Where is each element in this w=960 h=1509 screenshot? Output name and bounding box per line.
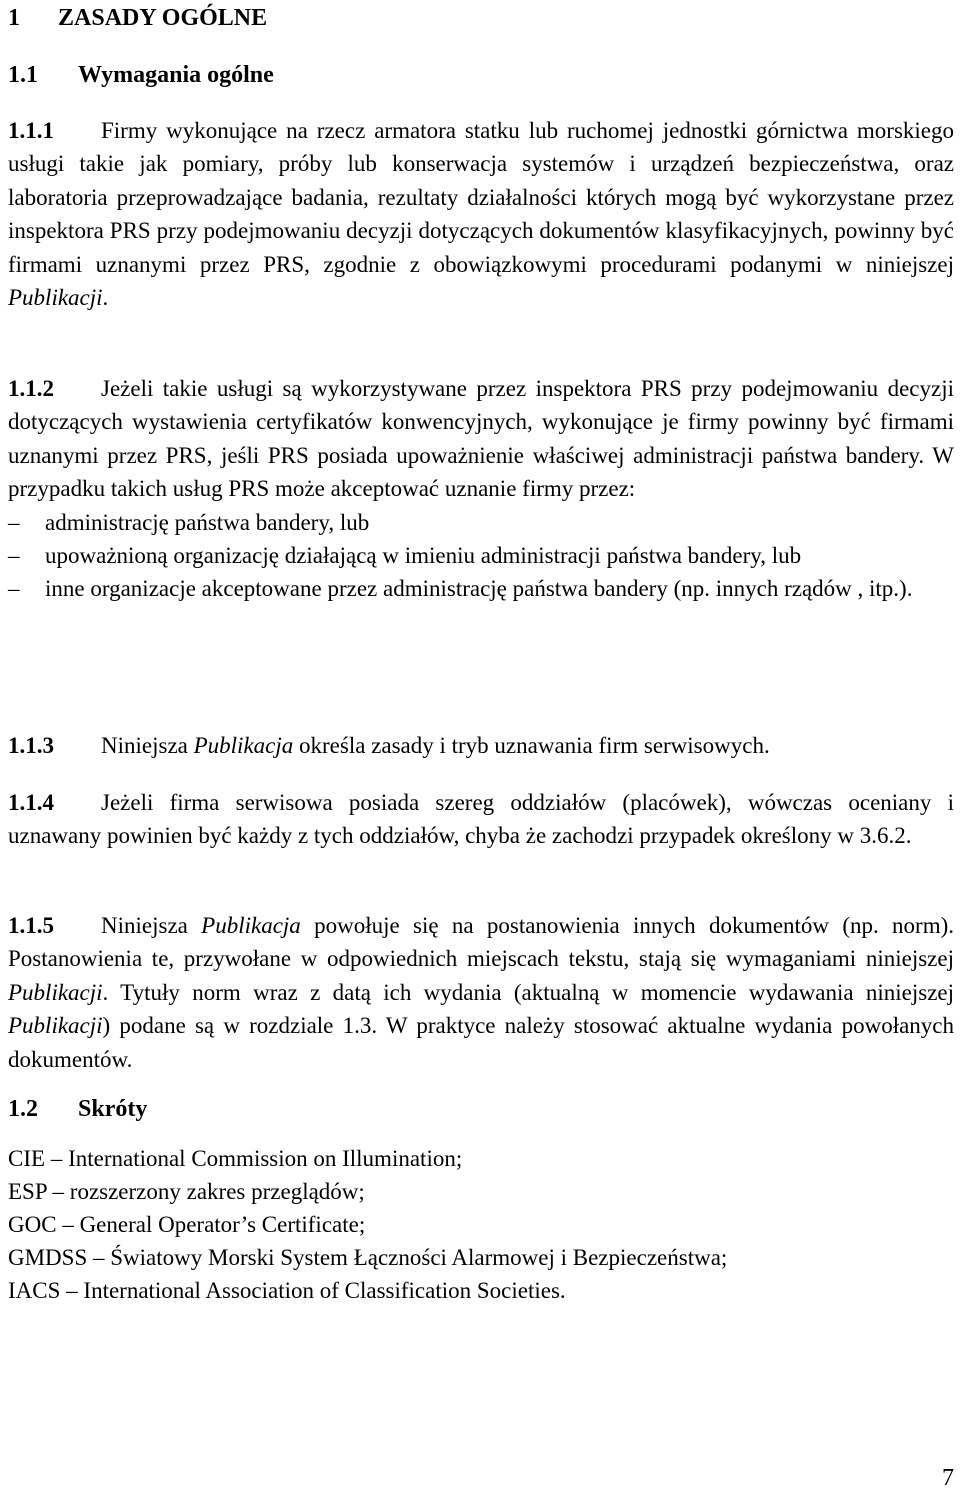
abbreviation: ESP bbox=[8, 1179, 47, 1204]
abbreviation-separator: – bbox=[50, 1146, 63, 1171]
section-heading-1-2 bbox=[8, 1093, 147, 1126]
paragraph-body bbox=[8, 372, 954, 506]
abbreviation: GMDSS bbox=[8, 1245, 88, 1270]
section-number: 1.2 bbox=[8, 1096, 38, 1122]
section-heading-1-1 bbox=[8, 59, 274, 92]
abbreviation-separator: – bbox=[93, 1245, 105, 1270]
dash-list bbox=[8, 506, 954, 606]
section-title: Skróty bbox=[78, 1096, 148, 1122]
abbreviation-description: rozszerzony zakres przeglądów; bbox=[69, 1179, 365, 1204]
list-item: – upoważnioną organizację działającą w imieniu administracji państwa bandery, lub bbox=[8, 539, 954, 572]
list-item: – inne organizacje akceptowane przez administrację państwa bandery (np. innych rządów , itp.). bbox=[8, 572, 954, 605]
list-item: – administrację państwa bandery, lub bbox=[8, 506, 954, 539]
italic-term: Publikacji bbox=[8, 979, 103, 1005]
paragraph-number: 1.1.2 bbox=[8, 376, 54, 401]
paragraph-1-1-1 bbox=[8, 114, 954, 314]
italic-term: Publikacji bbox=[8, 1013, 103, 1039]
paragraph-text: . Tytuły norm wraz z datą ich wydania (aktualną w momencie wydawania niniejszej bbox=[102, 979, 954, 1005]
paragraph-text: Firmy wykonujące na rzecz armatora statku lub ruchomej jednostki górnictwa morskiego usługi takie jak pomiary, próby lub konserwacja systemów i urządzeń bezpieczeństwa, oraz laboratoria przeprowadzające badania, rezultaty działalności których mogą być wykorzystane przez inspektora PRS przy podejmowaniu decyzji dotyczących dokumentów klasyfikacyjnych, powinny być firmami uznanymi przez PRS, zgodnie z obowiązkowymi procedurami podanymi w niniejszej bbox=[8, 118, 954, 277]
paragraph-number: 1.1.4 bbox=[8, 790, 54, 815]
italic-term: Publikacji bbox=[8, 285, 103, 311]
abbreviation: CIE bbox=[8, 1146, 46, 1171]
abbreviation-separator: – bbox=[66, 1278, 78, 1303]
abbreviation-entry bbox=[8, 1175, 365, 1208]
paragraph-text: Jeżeli firma serwisowa posiada szereg oddziałów (placówek), wówczas oceniany i uznawany powinien być każdy z tych oddziałów, chyba że zachodzi przypadek określony w 3.6.2. bbox=[8, 790, 954, 849]
paragraph-1-1-5 bbox=[8, 909, 954, 1076]
paragraph-text-end: określa zasady i tryb uznawania firm serwisowych. bbox=[299, 733, 770, 758]
chapter-title: ZASADY OGÓLNE bbox=[58, 5, 268, 31]
chapter-number: 1 bbox=[8, 5, 20, 31]
paragraph-text: Niniejsza bbox=[101, 733, 188, 758]
abbreviation: GOC bbox=[8, 1212, 57, 1237]
abbreviation-description: International Association of Classification Societies. bbox=[83, 1278, 566, 1303]
abbreviation-description: General Operator’s Certificate; bbox=[79, 1212, 366, 1237]
italic-term: Publikacja bbox=[193, 733, 294, 758]
page-number: 7 bbox=[942, 1465, 954, 1491]
abbreviation-entry bbox=[8, 1142, 462, 1175]
abbreviation-entry bbox=[8, 1274, 566, 1307]
abbreviation-entry bbox=[8, 1241, 727, 1274]
section-number: 1.1 bbox=[8, 62, 38, 88]
paragraph-number: 1.1.1 bbox=[8, 118, 54, 143]
paragraph-text: Niniejsza bbox=[101, 913, 188, 938]
paragraph-text: Jeżeli takie usługi są wykorzystywane przez inspektora PRS przy podejmowaniu decyzji dotyczących wystawienia certyfikatów konwencyjnych, wykonujące je firmy powinny być firmami uznanymi przez PRS, jeśli PRS posiada upoważnienie właściwej administracji państwa bandery. W przypadku takich usług PRS może akceptować uznanie firmy przez: bbox=[8, 376, 954, 502]
paragraph-number: 1.1.3 bbox=[8, 733, 54, 758]
abbreviation: IACS bbox=[8, 1278, 61, 1303]
paragraph-1-1-4 bbox=[8, 786, 954, 853]
paragraph-end: . bbox=[102, 285, 109, 311]
paragraph-text: ) podane są w rozdziale 1.3. W praktyce należy stosować aktualne wydania powołanych dokumentów. bbox=[8, 1013, 954, 1072]
paragraph-1-1-3 bbox=[8, 729, 954, 762]
abbreviation-description: Światowy Morski System Łączności Alarmowej i Bezpieczeństwa; bbox=[110, 1245, 728, 1270]
paragraph-1-1-2 bbox=[8, 372, 954, 606]
chapter-heading bbox=[8, 2, 267, 35]
section-title: Wymagania ogólne bbox=[78, 62, 274, 88]
abbreviation-description: International Commission on Illumination; bbox=[68, 1146, 463, 1171]
abbreviation-separator: – bbox=[52, 1179, 65, 1204]
abbreviation-separator: – bbox=[62, 1212, 74, 1237]
italic-term: Publikacja bbox=[201, 913, 301, 938]
paragraph-number: 1.1.5 bbox=[8, 913, 54, 938]
paragraph-text: powołuje się na postanowienia innych dokumentów (np. norm). Postanowienia te, przywołane w odpowiednich miejscach tekstu, stają się wymaganiami niniejszej bbox=[8, 913, 955, 972]
abbreviation-entry bbox=[8, 1208, 365, 1241]
